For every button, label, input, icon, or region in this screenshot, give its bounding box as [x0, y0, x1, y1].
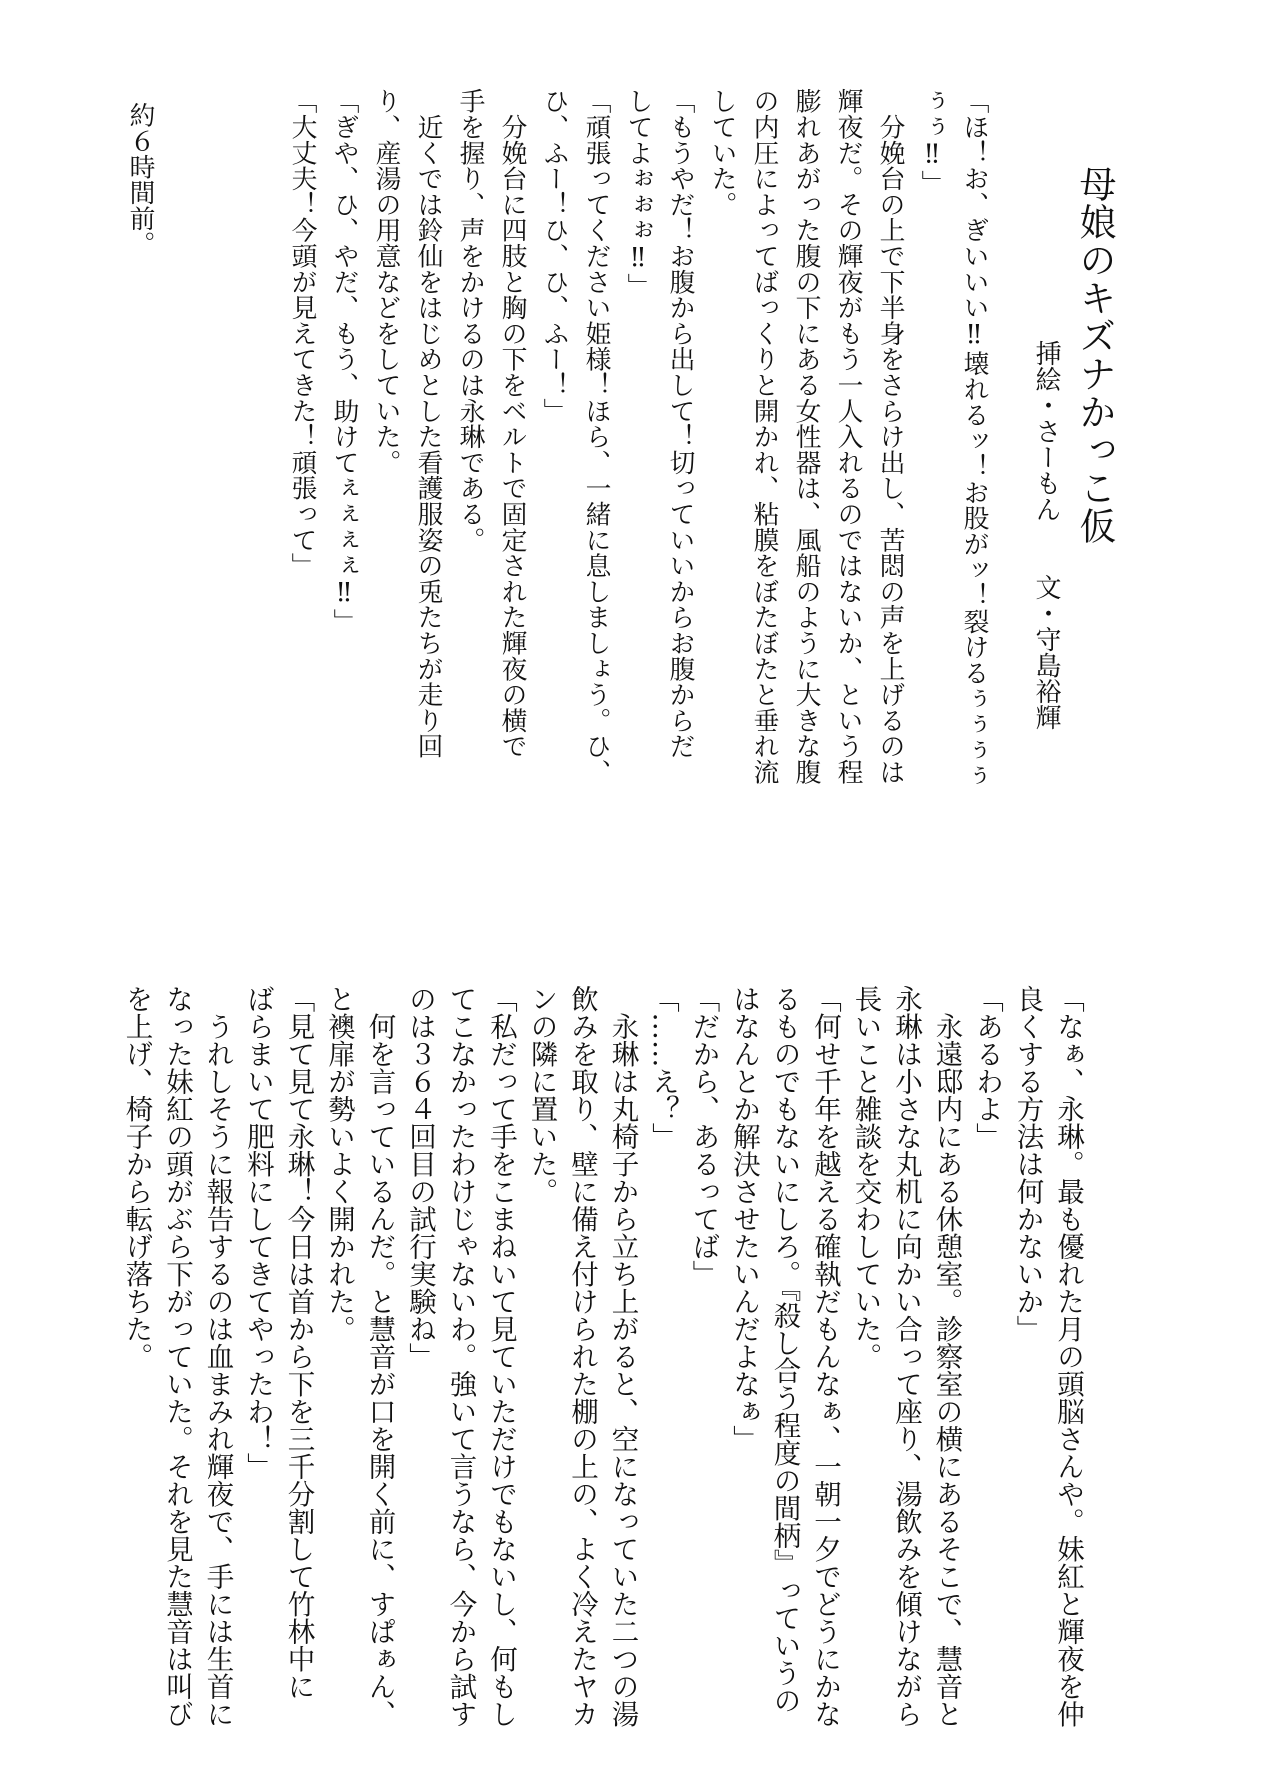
text-column: 「あるわよ」 [971, 985, 1003, 1150]
text-column: てこなかったわけじゃないわ。強いて言うなら、今から試す [444, 985, 477, 1728]
text-column: の内圧によってばっくりと開かれ、粘膜をぼたぼたと垂れ流 [749, 88, 779, 785]
top-text-block [281, 88, 995, 798]
text-column: ひ、ふー！ひ、ひ、ふー！」 [539, 88, 569, 424]
text-column: ばらまいて肥料にしてきてやったわ！」 [242, 985, 274, 1480]
text-column: と襖扉が勢いよく開かれた。 [323, 985, 355, 1343]
text-column: 輝夜だ。その輝夜がもう一人入れるのではないか、という程 [833, 88, 863, 785]
text-column: 「だから、あるってば」 [687, 985, 720, 1288]
text-column: なった妹紅の頭がぶら下がっていた。それを見た慧音は叫び [161, 985, 193, 1728]
text-column: を上げ、椅子から転げ落ちた。 [120, 985, 153, 1370]
text-column: のは３６４回目の試行実験ね」 [404, 985, 436, 1370]
text-column: していた。 [707, 88, 737, 217]
text-column: 永琳は小さな丸机に向かい合って座り、湯飲みを傾けながら [890, 985, 922, 1728]
text-column: 「私だって手をこまねいて見ていただけでもないし、何もし [485, 985, 517, 1728]
story-title: 母娘のキズナかっこ仮 [1073, 165, 1116, 545]
text-column: うれしそうに報告するのは血まみれ輝夜で、手には生首に [201, 985, 234, 1728]
text-column: るものでもないにしろ。『殺し合う程度の間柄』っていうの [768, 985, 801, 1714]
text-column: 膨れあがった腹の下にある女性器は、風船のように大きな腹 [791, 88, 821, 785]
text-column: 永琳は丸椅子から立ち上がると、空になっていた二つの湯 [606, 985, 639, 1728]
bottom-text-block [116, 985, 1088, 1745]
text-column: 手を握り、声をかけるのは永琳である。 [455, 88, 485, 553]
text-column: 「……え？」 [647, 985, 679, 1150]
text-column: 「大丈夫！今頭が見えてきた！頑張って」 [287, 88, 317, 579]
text-column: はなんとか解決させたいんだよなぁ」 [728, 985, 760, 1453]
text-column: 近くでは鈴仙をはじめとした看護服姿の兎たちが走り回 [413, 88, 443, 759]
text-column: 何を言っているんだ。と慧音が口を開く前に、すぱぁん、 [363, 985, 396, 1728]
text-column: 「ほ！お、ぎいいい‼壊れるッ！お股がッ！裂けるぅぅぅぅ [959, 88, 989, 789]
text-column: 「なぁ、永琳。最も優れた月の頭脳さんや。妹紅と輝夜を仲 [1052, 985, 1084, 1728]
text-column: 飲みを取り、壁に備え付けられた棚の上の、よく冷えたヤカ [566, 985, 598, 1728]
text-column: 分娩台に四肢と胸の下をベルトで固定された輝夜の横で [497, 88, 527, 759]
author-credit: 文・守島裕輝 [1031, 574, 1061, 730]
text-column: 長いこと雑談を交わしていた。 [849, 985, 882, 1370]
text-column: 「もうやだ！お腹から出して！切っていいからお腹からだ [665, 88, 695, 759]
text-column: 「ぎや、ひ、やだ、もう、助けてぇぇぇぇ‼」 [329, 88, 359, 634]
byline-separator [1031, 522, 1061, 574]
text-column: り、産湯の用意などをしていた。 [371, 88, 401, 475]
text-column: 「何せ千年を越える確執だもんなぁ、一朝一夕でどうにかな [809, 985, 841, 1728]
text-column: ぅぅ‼」 [917, 88, 947, 196]
text-column: 「見て見て永琳！今日は首から下を三千分割して竹林中に [282, 985, 315, 1700]
illustrator-credit: 挿絵・さーもん [1031, 340, 1061, 522]
text-column: 分娩台の上で下半身をさらけ出し、苦悶の声を上げるのは [875, 88, 905, 785]
text-column: 「頑張ってください姫様！ほら、一緒に息しましょう。ひ、 [581, 88, 611, 785]
text-column: 永遠邸内にある休憩室。診察室の横にあるそこで、慧音と [930, 985, 963, 1728]
text-column: してよぉぉぉ‼」 [623, 88, 653, 299]
text-column: 良くする方法は何かないか」 [1011, 985, 1044, 1343]
text-column: ンの隣に置いた。 [525, 985, 558, 1205]
byline [1026, 340, 1066, 730]
scene-break-note: 約６時間前。 [125, 102, 155, 257]
